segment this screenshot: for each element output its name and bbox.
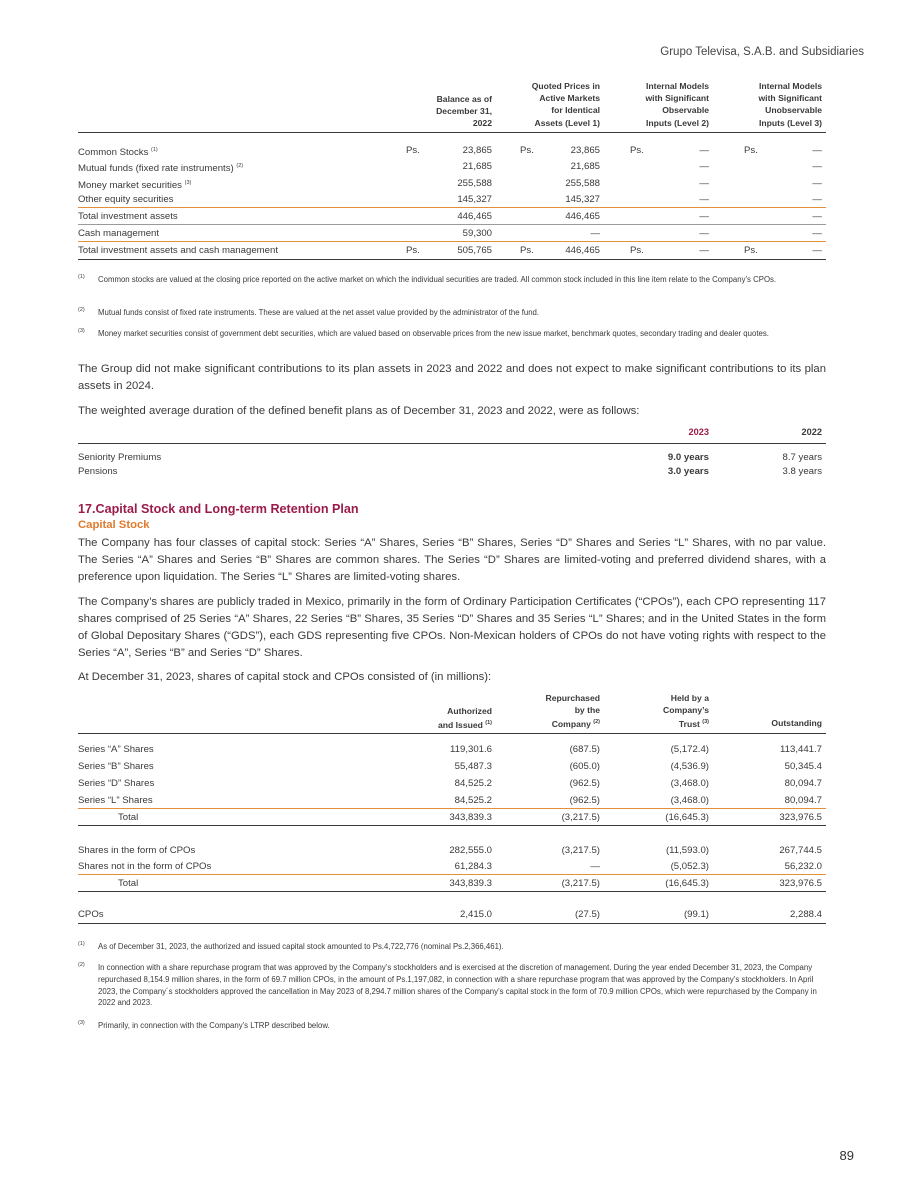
- table-row-total: Total 343,839.3 (3,217.5) (16,645.3) 323,976.5: [118, 878, 822, 889]
- total-underline: [78, 259, 826, 260]
- table-row: Total investment assets 446,465 446,465 — —: [78, 211, 822, 222]
- table-row: Total investment assets and cash management Ps. 505,765 Ps. 446,465 Ps. — Ps. —: [78, 245, 822, 256]
- paragraph-contributions: The Group did not make significant contributions to its plan assets in 2023 and 2022 and does not expect to make significant contributions to its plan assets in 2024.: [78, 363, 826, 392]
- col-header-authorized: Authorized and Issued $^{(1)}$: [437, 706, 492, 731]
- col-header-level3: Internal Models with Significant Unobservable Inputs (Level 3): [758, 81, 822, 128]
- header-rule: [78, 132, 826, 133]
- table-row: Shares not in the form of CPOs 61,284.3 — (5,052.3) 56,232.0: [78, 861, 822, 872]
- paragraph-classes: The Company has four classes of capital stock: Series “A” Shares, Series “B” Shares, Series “D” Shares and Series “L” Shares, with no par value. The Series “A” Shares and Series “B” Shares are common shares. The Series “D” Shares are limited-voting and preferred dividend shares, with a preference upon liquidation. The Series “L” Shares are limited-voting shares.: [78, 537, 826, 583]
- paragraph-capital-intro: At December 31, 2023, shares of capital stock and CPOs consisted of (in millions):: [78, 671, 492, 683]
- footnote: (2) Mutual funds consist of fixed rate instruments. These are valued at the net asset value provided by the administrator of the fund.: [78, 307, 540, 317]
- paragraph-duration: The weighted average duration of the defined benefit plans as of December 31, 2023 and 2022, were as follows:: [78, 405, 640, 417]
- header-rule: [78, 733, 826, 734]
- table-row: Series “A” Shares 119,301.6 (687.5) (5,172.4) 113,441.7: [78, 744, 822, 755]
- col-header-balance: Balance as of December 31, 2022: [436, 94, 492, 129]
- table-row: Series “L” Shares 84,525.2 (962.5) (3,468.0) 80,094.7: [78, 795, 822, 806]
- table-row: Seniority Premiums 9.0 years 8.7 years: [78, 452, 822, 463]
- footnote: (3) Primarily, in connection with the Company’s LTRP described below.: [78, 1020, 330, 1030]
- page-header: Grupo Televisa, S.A.B. and Subsidiaries: [660, 46, 864, 58]
- footnote: (1) As of December 31, 2023, the authorized and issued capital stock amounted to Ps.4,722,776 (nominal Ps.2,366,461).: [78, 941, 504, 951]
- plan-assets-table: [78, 78, 826, 263]
- header-rule: [78, 443, 826, 444]
- col-header-trust: Held by a Company’s Trust $^{(3)}$: [662, 693, 709, 730]
- subsection-heading: Capital Stock: [78, 519, 150, 531]
- footnote: (1) Common stocks are valued at the closing price reported on the active market on which the individual securities are traded. All common stock included in this line item relate to the Company’s CPOs.: [78, 274, 777, 284]
- table-row: Other equity securities 145,327 145,327 — —: [78, 194, 822, 205]
- subtotal-rule: [78, 207, 826, 208]
- table-row: Series “B” Shares 55,487.3 (605.0) (4,536.9) 50,345.4: [78, 761, 822, 772]
- subtotal-rule: [78, 874, 826, 875]
- table-row: Money market securities $^{(3)}$ 255,588 255,588 — —: [78, 178, 822, 191]
- table-row: Pensions 3.0 years 3.8 years: [78, 466, 822, 477]
- table-row-cpos: CPOs 2,415.0 (27.5) (99.1) 2,288.4: [78, 909, 822, 920]
- duration-table: [78, 425, 826, 480]
- col-header-level1: Quoted Prices in Active Markets for Identical Assets (Level 1): [531, 81, 600, 128]
- col-header-2022: 2022: [801, 427, 822, 437]
- total-underline: [78, 891, 826, 892]
- col-header-2023: 2023: [688, 427, 709, 437]
- paragraph-cpos: The Company’s shares are publicly traded in Mexico, primarily in the form of Ordinary Participation Certificates (“CPOs”), each CPO representing 117 shares comprised of 25 Series “A” Shares, 22 Series “B” Shares, 35 Series “D” Shares and 35 Series “L” Shares; and in the United States in the form of Global Depositary Shares (“GDS”), each GDS representing five CPOs. Non-Mexican holders of CPOs do not have voting rights with respect to the Series “A”, Series “B” and Series “D” Shares.: [78, 596, 826, 659]
- total-rule: [78, 241, 826, 242]
- section-heading: 17.Capital Stock and Long-term Retention Plan: [78, 502, 359, 516]
- col-header-repurchased: Repurchased by the Company $^{(2)}$: [545, 693, 600, 730]
- footnote: (2) In connection with a share repurchase program that was approved by the Company’s stockholders and is exercised at the discretion of management. During the year ended December 31, 2023, the Company repurchased 8,154.9 million shares, in the form of 69.7 million CPOs, in the amount of Ps.1,197,082, in connection with a share repurchase program that was approved by the Company’s stockholders. In April 2023, the Company´s stockholders approved the cancellation in May 2023 of 8,294.7 million shares of the Company’s capital stock in the form of 70.9 million CPOs, which were repurchased by the Company in 2022 and 2023.: [78, 962, 817, 1008]
- table-row: Shares in the form of CPOs 282,555.0 (3,217.5) (11,593.0) 267,744.5: [78, 845, 822, 856]
- row-rule: [78, 224, 826, 225]
- table-row: Mutual funds (fixed rate instruments) $^{(2)}$ 21,685 21,685 — —: [78, 161, 822, 174]
- capital-stock-table: [78, 690, 826, 930]
- footnote: (3) Money market securities consist of government debt securities, which are valued based on observable prices from the new issue market, benchmark quotes, secondary trading and dealer quotes.: [78, 328, 769, 338]
- table-row: Series “D” Shares 84,525.2 (962.5) (3,468.0) 80,094.7: [78, 778, 822, 789]
- table-row-total: Total 343,839.3 (3,217.5) (16,645.3) 323,976.5: [118, 812, 822, 823]
- col-header-level2: Internal Models with Significant Observable Inputs (Level 2): [645, 81, 709, 128]
- table-row: Common Stocks $^{(1)}$ Ps. 23,865 Ps. 23,865 Ps. — Ps. —: [78, 145, 822, 158]
- cpos-underline: [78, 923, 826, 924]
- page-number: 89: [839, 1148, 854, 1163]
- subtotal-rule: [78, 808, 826, 809]
- col-header-outstanding: Outstanding: [771, 718, 822, 728]
- total-underline: [78, 825, 826, 826]
- table-row: Cash management 59,300 — — —: [78, 228, 822, 239]
